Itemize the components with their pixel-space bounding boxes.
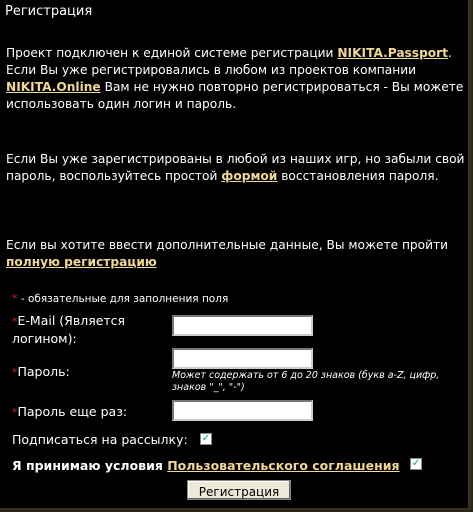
full-registration-link[interactable]: полную регистрацию — [6, 255, 157, 269]
intro-text-2: . Если Вы уже регистрировались в любом из проектов компании — [6, 46, 452, 77]
intro-text-3: Вам не нужно повторно регистрироваться - Вы можете использовать один логин и пароль. — [6, 80, 464, 111]
subscribe-checkbox[interactable]: ✓ — [201, 433, 211, 444]
nikita-passport-link[interactable]: NIKITA.Passport — [337, 46, 448, 60]
forgot-paragraph — [6, 151, 468, 185]
email-field[interactable] — [172, 315, 313, 336]
intro-text-1: Проект подключен к единой системе регистрации — [6, 46, 338, 60]
password-label — [12, 363, 70, 381]
password-repeat-field[interactable] — [172, 400, 313, 421]
email-label — [12, 312, 162, 347]
required-star: * — [12, 315, 18, 328]
email-label-text: E-Mail (Является логином): — [12, 313, 126, 346]
subscribe-label: Подписаться на рассылку: — [12, 432, 188, 447]
full-registration-paragraph — [6, 237, 468, 271]
recovery-form-link[interactable]: формой — [221, 169, 278, 183]
forgot-text-1: Если Вы уже зарегистрированы в любой из наших игр, но забыли свой пароль, воспользуйтесь простой — [6, 152, 465, 183]
password-repeat-label-text: Пароль еще раз: — [17, 404, 128, 419]
forgot-text-2: восстановления пароля. — [277, 169, 439, 183]
required-fields-note — [12, 292, 228, 305]
password-label-text: Пароль: — [17, 364, 70, 379]
full-text: Если вы хотите ввести дополнительные данные, Вы можете пройти — [6, 238, 449, 252]
page-title: Регистрация — [5, 4, 93, 19]
required-star: * — [12, 366, 18, 379]
register-button[interactable]: Регистрация — [187, 480, 291, 500]
required-note-text: - обязательные для заполнения поля — [20, 293, 229, 305]
password-repeat-label — [12, 403, 127, 421]
password-hint: Может содержать от 6 до 20 знаков (букв a-Z, цифр, знаков "_", "-") — [172, 370, 440, 393]
required-star: * — [12, 292, 18, 305]
agree-checkbox[interactable]: ✓ — [411, 458, 421, 469]
intro-paragraph — [6, 45, 468, 113]
required-star: * — [12, 406, 18, 419]
nikita-online-link[interactable]: NIKITA.Online — [6, 80, 101, 94]
agree-label — [12, 457, 400, 474]
password-field[interactable] — [172, 348, 313, 369]
agree-label-text: Я принимаю условия — [12, 458, 168, 473]
user-agreement-link[interactable]: Пользовательского соглашения — [167, 458, 400, 473]
